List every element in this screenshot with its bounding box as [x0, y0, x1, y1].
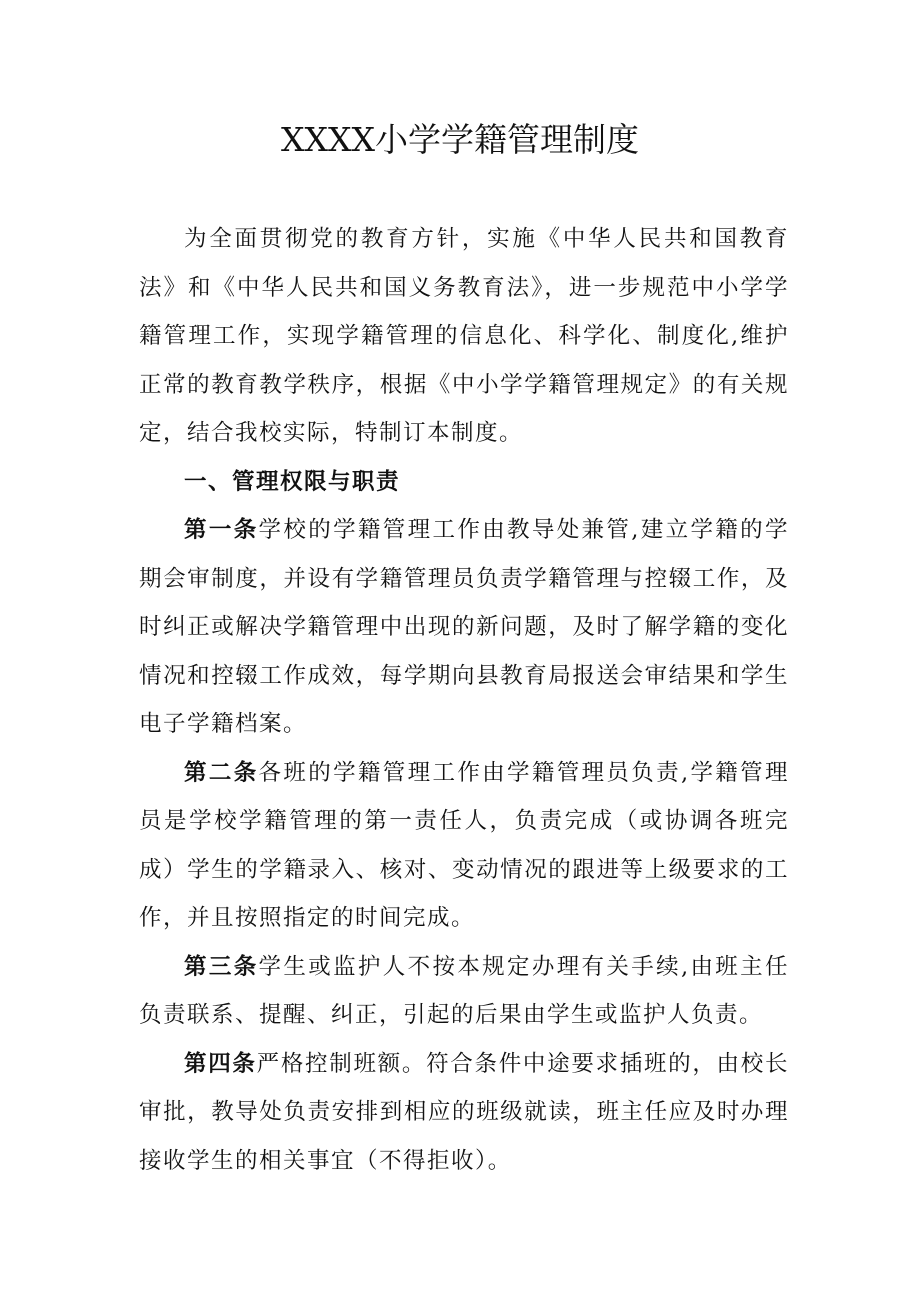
document-body: [139, 215, 789, 1185]
section-heading: 一、管理权限与职责: [184, 468, 401, 495]
article-1: [139, 506, 789, 749]
article-3-text: 学生或监护人不按本规定办理有关手续,由班主任负责联系、提醒、纠正，引起的后果由学生或监护人负责。: [139, 953, 789, 1028]
article-2: [139, 749, 789, 943]
article-1-text: 学校的学籍管理工作由教导处兼管,建立学籍的学期会审制度，并设有学籍管理员负责学籍管理与控辍工作，及时纠正或解决学籍管理中出现的新问题，及时了解学籍的变化情况和控辍工作成效，每学期向县教育局报送会审结果和学生电子学籍档案。: [139, 517, 789, 737]
article-3: [139, 943, 789, 1040]
article-4: [139, 1040, 789, 1186]
article-2-text: 各班的学籍管理工作由学籍管理员负责,学籍管理员是学校学籍管理的第一责任人，负责完成（或协调各班完成）学生的学籍录入、核对、变动情况的跟进等上级要求的工作，并且按照指定的时间完成。: [139, 759, 789, 931]
article-3-lead: 第三条: [184, 953, 259, 980]
article-1-lead: 第一条: [184, 517, 259, 543]
article-4-text: 严格控制班额。符合条件中途要求插班的，由校长审批，教导处负责安排到相应的班级就读，班主任应及时办理接收学生的相关事宜（不得拒收）。: [139, 1050, 789, 1174]
intro-paragraph: 为全面贯彻党的教育方针，实施《中华人民共和国教育法》和《中华人民共和国义务教育法》，进一步规范中小学学籍管理工作，实现学籍管理的信息化、科学化、制度化,维护正常的教育教学秩序，根据《中小学学籍管理规定》的有关规定，结合我校实际，特制订本制度。: [139, 226, 789, 446]
article-4-lead: 第四条: [184, 1050, 257, 1077]
article-2-lead: 第二条: [184, 759, 259, 786]
document-title: XXXX小学学籍管理制度: [281, 120, 639, 159]
